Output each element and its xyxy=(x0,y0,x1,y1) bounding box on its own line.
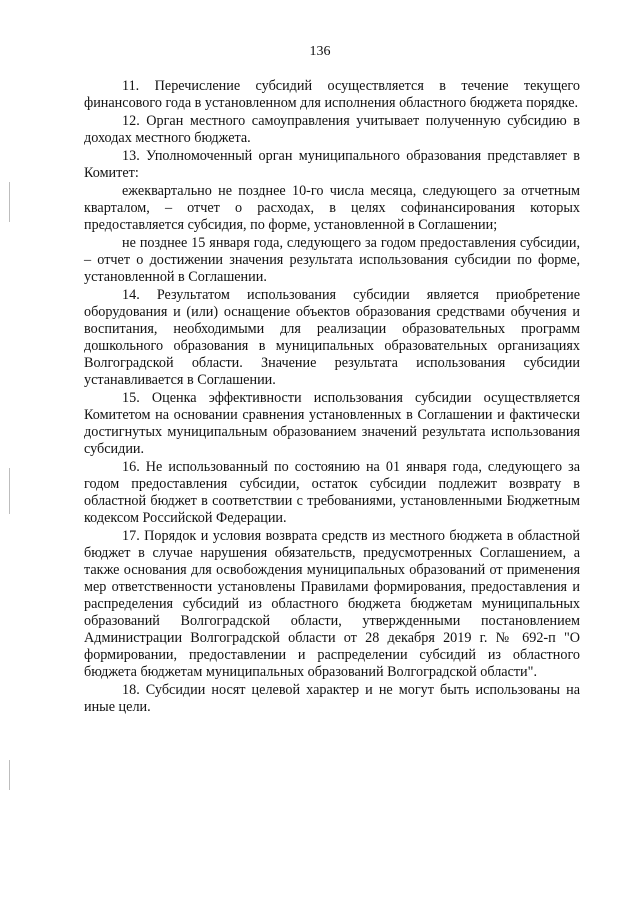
paragraph-11: 11. Перечисление субсидий осуществляется в течение текущего финансового года в установленном для исполнения областного бюджета порядке. xyxy=(84,78,580,111)
scan-margin-mark-bottom xyxy=(9,760,10,790)
paragraph-12: 12. Орган местного самоуправления учитывает полученную субсидию в доходах местного бюджета. xyxy=(84,113,580,146)
scan-margin-mark-middle xyxy=(9,468,10,514)
paragraph-13-item-annual: не позднее 15 января года, следующего за годом предоставления субсидии, – отчет о достижении значения результата использования субсидии по форме, установленной в Соглашении. xyxy=(84,235,580,285)
document-body xyxy=(84,78,580,717)
paragraph-17: 17. Порядок и условия возврата средств из местного бюджета в областной бюджет в случае нарушения обязательств, предусмотренных Соглашением, а также основания для освобождения муниципальных образований от применения мер ответственности установлены Правилами формирования, предоставления и распределения субсидий из областного бюджета бюджетам муниципальных образований Волгоградской области, утвержденными постановлением Администрации Волгоградской области от 28 декабря 2019 г. № 692-п "О формировании, предоставлении и распределении субсидий из областного бюджета бюджетам муниципальных образований Волгоградской области". xyxy=(84,528,580,680)
paragraph-15: 15. Оценка эффективности использования субсидии осуществляется Комитетом на основании сравнения установленных в Соглашении и фактически достигнутых муниципальным образованием значений результата использования субсидии. xyxy=(84,390,580,457)
paragraph-13-item-quarterly: ежеквартально не позднее 10-го числа месяца, следующего за отчетным кварталом, – отчет о расходах, в целях софинансирования которых предоставляется субсидия, по форме, установленной в Соглашении; xyxy=(84,183,580,233)
page-number: 136 xyxy=(309,44,331,59)
paragraph-16: 16. Не использованный по состоянию на 01 января года, следующего за годом предоставления субсидии, остаток субсидии подлежит возврату в областной бюджет в соответствии с требованиями, установленными Бюджетным кодексом Российской Федерации. xyxy=(84,459,580,526)
paragraph-13: 13. Уполномоченный орган муниципального образования представляет в Комитет: xyxy=(84,148,580,181)
paragraph-14: 14. Результатом использования субсидии является приобретение оборудования и (или) оснащение объектов образования средствами обучения и воспитания, необходимыми для реализации образовательных программ дошкольного образования в муниципальных образовательных организациях Волгоградской области. Значение результата использования субсидии устанавливается в Соглашении. xyxy=(84,287,580,388)
scan-margin-mark-top xyxy=(9,182,10,222)
paragraph-18: 18. Субсидии носят целевой характер и не могут быть использованы на иные цели. xyxy=(84,682,580,715)
